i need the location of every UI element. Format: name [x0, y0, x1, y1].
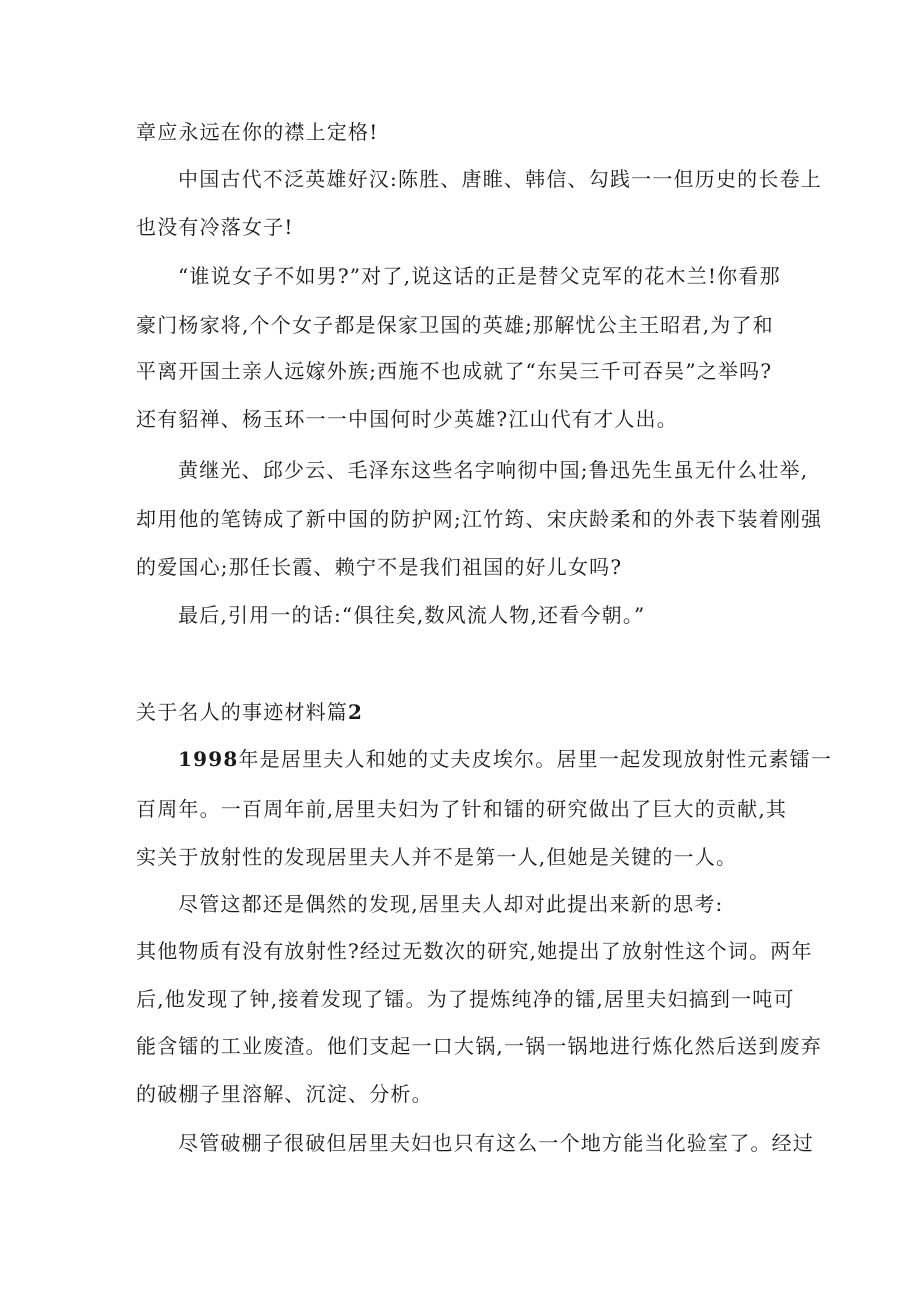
paragraph-line: 其他物质有没有放射性?经过无数次的研究,她提出了放射性这个词。两年 [136, 939, 813, 963]
paragraph-line: 尽管破棚子很破但居里夫妇也只有这么一个地方能当化验室了。经过 [178, 1131, 814, 1155]
paragraph-line: 实关于放射性的发现居里夫人并不是第一人,但她是关键的一人。 [136, 845, 738, 869]
paragraph-line: 却用他的笔铸成了新中国的防护网;江竹筠、宋庆龄柔和的外表下装着刚强 [136, 507, 823, 531]
paragraph-text: 年是居里夫人和她的丈夫皮埃尔。居里一起发现放射性元素镭一 [238, 747, 833, 771]
paragraph-line: 尽管这都还是偶然的发现,居里夫人却对此提出来新的思考: [178, 892, 724, 916]
paragraph-line: 豪门杨家将,个个女子都是保家卫国的英雄;那解忧公主王昭君,为了和 [136, 313, 774, 337]
paragraph-line: “谁说女子不如男?”对了,说这话的正是替父克军的花木兰!你看那 [178, 264, 781, 288]
paragraph-line: 能含镭的工业废渣。他们支起一口大锅,一锅一锅地进行炼化然后送到废弃 [136, 1034, 822, 1058]
paragraph-line: 还有貂禅、杨玉环一一中国何时少英雄?江山代有才人出。 [136, 407, 678, 431]
paragraph-line: 的破棚子里溶解、沉淀、分析。 [136, 1082, 433, 1106]
paragraph-line: 最后,引用一的话:“俱往矣,数风流人物,还看今朝。” [178, 603, 646, 627]
paragraph-line: 后,他发现了钟,接着发现了镭。为了提炼纯净的镭,居里夫妇搞到一吨可 [136, 987, 795, 1011]
paragraph-line: 的爱国心;那任长霞、赖宁不是我们祖国的好儿女吗? [136, 555, 623, 579]
paragraph-line: 也没有冷落女子! [136, 215, 294, 239]
year-text: 1998 [178, 747, 239, 771]
section-heading-number: 2 [348, 700, 364, 724]
paragraph-line: 百周年。一百周年前,居里夫妇为了针和镭的研究做出了巨大的贡献,其 [136, 797, 788, 821]
paragraph-line: 中国古代不泛英雄好汉:陈胜、唐睢、韩信、勾践一一但历史的长卷上 [178, 167, 822, 191]
paragraph-line: 黄继光、邱少云、毛泽东这些名字响彻中国;鲁迅先生虽无什么壮举, [178, 458, 809, 482]
section-heading-text: 关于名人的事迹材料篇 [136, 700, 348, 724]
paragraph-line: 平离开国土亲人远嫁外族;西施不也成就了“东吴三千可吞吴”之举吗? [136, 359, 773, 383]
section-heading [136, 698, 363, 726]
paragraph-line: 章应永远在你的襟上定格! [136, 120, 379, 144]
paragraph-line [178, 745, 832, 773]
